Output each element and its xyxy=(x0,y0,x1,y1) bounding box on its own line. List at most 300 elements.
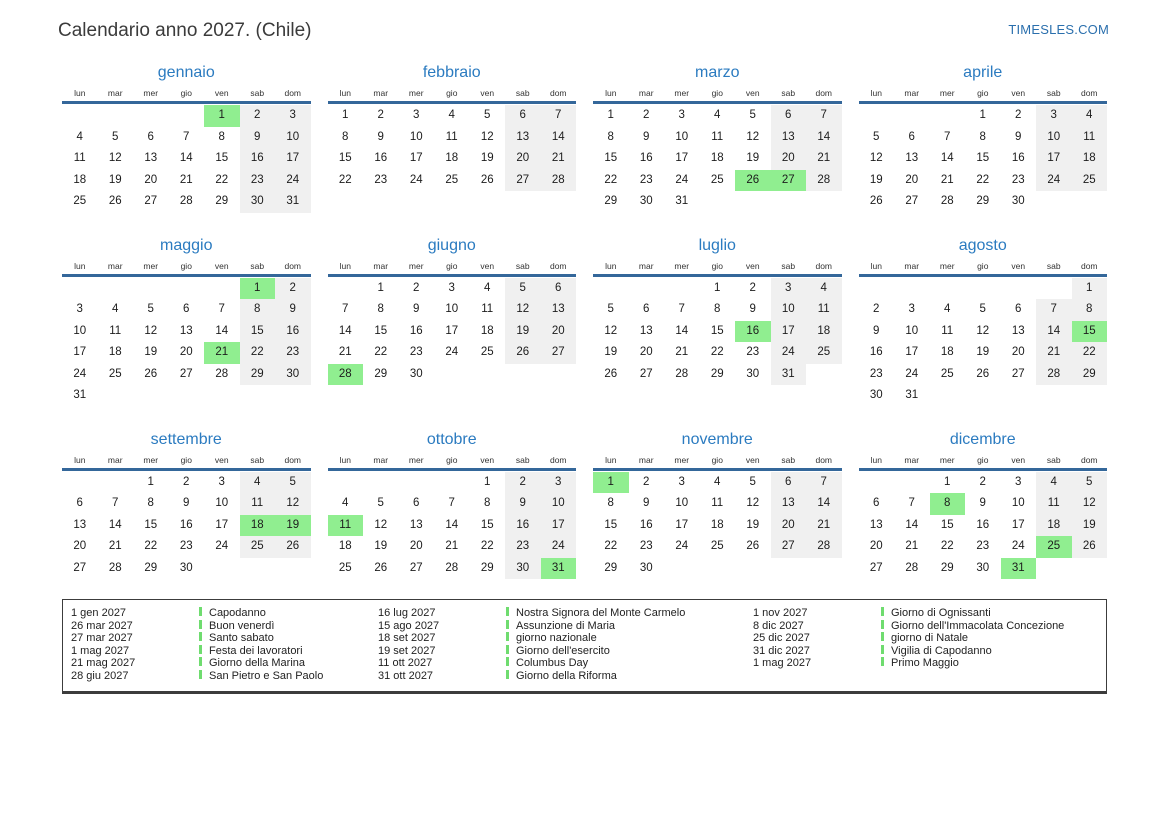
day-cell: 3 xyxy=(1036,105,1072,127)
day-cell: 25 xyxy=(338,561,352,574)
day-cell: 21 xyxy=(806,148,842,170)
month-ottobre xyxy=(328,431,577,580)
day-cell: 31 xyxy=(771,364,807,386)
day-cell: 8 xyxy=(342,130,349,143)
day-cell: 29 xyxy=(976,195,990,207)
day-cell: 22 xyxy=(215,173,229,186)
weekday-label: ven xyxy=(214,454,229,465)
empty-cell xyxy=(133,385,169,407)
day-cell: 31 xyxy=(275,191,311,213)
day-cell: 13 xyxy=(639,324,653,337)
day-cell: 18 xyxy=(480,324,494,337)
legend-marker xyxy=(881,645,884,654)
day-cell: 24 xyxy=(675,173,689,186)
day-cell: 13 xyxy=(1011,324,1025,337)
day-cell: 18 xyxy=(240,515,276,537)
legend-name: giorno di Natale xyxy=(881,632,1098,645)
day-cell: 13 xyxy=(73,518,87,531)
day-cell: 24 xyxy=(445,346,459,358)
day-cell: 21 xyxy=(806,515,842,537)
weekday-label: dom xyxy=(549,88,567,98)
day-cell: 14 xyxy=(179,152,193,164)
weekday-label: mar xyxy=(638,260,654,271)
legend-date: 18 set 2027 xyxy=(378,632,436,644)
empty-cell xyxy=(771,558,807,580)
weekday-label: mar xyxy=(373,88,389,98)
weekday-label: gio xyxy=(180,454,192,465)
empty-cell xyxy=(434,472,470,494)
day-cell: 22 xyxy=(940,540,954,552)
day-cell: 28 xyxy=(179,195,193,207)
weekday-label: dom xyxy=(284,454,302,465)
empty-cell xyxy=(98,385,134,407)
day-cell: 23 xyxy=(179,540,193,552)
day-cell: 1 xyxy=(593,472,629,494)
day-cell: 6 xyxy=(541,278,577,300)
day-cell: 25 xyxy=(73,195,87,207)
day-cell: 2 xyxy=(643,109,650,121)
empty-cell xyxy=(1001,385,1037,407)
day-cell: 24 xyxy=(771,342,807,364)
month-aprile xyxy=(859,64,1108,213)
day-cell: 15 xyxy=(976,152,990,164)
day-cell: 14 xyxy=(940,152,954,164)
day-cell: 16 xyxy=(374,152,388,164)
day-cell: 11 xyxy=(711,497,724,509)
day-cell: 4 xyxy=(448,109,455,121)
day-cell: 15 xyxy=(604,152,618,164)
weekday-header-row xyxy=(328,455,577,471)
day-cell: 26 xyxy=(144,367,158,380)
day-cell: 11 xyxy=(941,324,954,337)
day-cell: 4 xyxy=(1072,105,1108,127)
day-cell: 8 xyxy=(607,497,614,509)
day-cell: 1 xyxy=(979,109,986,121)
weekday-label: ven xyxy=(1011,454,1026,465)
day-cell: 27 xyxy=(771,170,807,192)
day-cell: 24 xyxy=(275,170,311,192)
month-title: aprile xyxy=(963,64,1003,81)
legend-group xyxy=(71,607,378,682)
empty-cell xyxy=(240,558,276,580)
day-cell: 27 xyxy=(905,195,919,207)
day-cell: 25 xyxy=(940,367,954,380)
weekday-label: sab xyxy=(1046,260,1061,271)
weekday-label: sab xyxy=(781,454,796,465)
day-cell: 30 xyxy=(639,195,653,207)
day-cell: 9 xyxy=(643,130,650,143)
day-cell: 19 xyxy=(1072,515,1108,537)
empty-cell xyxy=(62,105,98,127)
day-cell: 8 xyxy=(484,497,491,509)
legend-name: Columbus Day xyxy=(506,657,753,670)
legend-marker xyxy=(199,657,202,666)
day-cell: 2 xyxy=(275,278,311,300)
day-cell: 12 xyxy=(480,130,494,143)
weekday-label: mar xyxy=(107,88,123,98)
day-cell: 8 xyxy=(930,493,966,515)
day-cell: 4 xyxy=(240,472,276,494)
day-cell: 14 xyxy=(108,518,122,531)
day-cell: 6 xyxy=(1015,303,1022,315)
day-cell: 8 xyxy=(377,303,384,315)
day-cell: 17 xyxy=(275,148,311,170)
day-cell: 6 xyxy=(183,303,190,315)
month-settembre xyxy=(62,431,311,580)
day-cell: 18 xyxy=(1072,148,1108,170)
day-cell: 5 xyxy=(873,130,880,143)
day-cell: 5 xyxy=(484,109,491,121)
weekday-label: sab xyxy=(515,260,530,271)
day-cell: 14 xyxy=(675,324,689,337)
day-cell: 21 xyxy=(675,346,689,358)
day-cell: 16 xyxy=(735,321,771,343)
day-cell: 7 xyxy=(112,497,119,509)
legend-name: San Pietro e San Paolo xyxy=(199,670,378,683)
day-cell: 28 xyxy=(328,364,364,386)
day-cell: 10 xyxy=(675,497,689,509)
weekday-label: lun xyxy=(339,454,351,465)
empty-cell xyxy=(275,385,311,407)
day-cell: 13 xyxy=(771,493,807,515)
day-cell: 17 xyxy=(675,518,689,531)
weekday-label: mar xyxy=(373,260,389,271)
month-days xyxy=(593,472,842,580)
legend-name: Festa dei lavoratori xyxy=(199,645,378,658)
day-cell: 6 xyxy=(908,130,915,143)
day-cell: 10 xyxy=(541,493,577,515)
legend-marker xyxy=(881,620,884,629)
day-cell: 10 xyxy=(73,324,87,337)
day-cell: 23 xyxy=(275,342,311,364)
day-cell: 27 xyxy=(144,195,158,207)
day-cell: 9 xyxy=(275,299,311,321)
day-cell: 22 xyxy=(710,346,724,358)
header xyxy=(0,0,1169,42)
legend-name: Capodanno xyxy=(199,607,378,620)
day-cell: 6 xyxy=(771,105,807,127)
legend-date: 1 nov 2027 xyxy=(753,607,808,619)
day-cell: 12 xyxy=(976,324,990,337)
day-cell: 8 xyxy=(714,303,721,315)
day-cell: 1 xyxy=(342,109,349,121)
day-cell: 6 xyxy=(873,497,880,509)
empty-cell xyxy=(930,105,966,127)
legend-date: 1 mag 2027 xyxy=(71,644,130,657)
month-maggio xyxy=(62,237,311,407)
day-cell: 15 xyxy=(338,152,352,164)
day-cell: 24 xyxy=(73,367,87,380)
day-cell: 16 xyxy=(869,346,883,358)
legend-name: Giorno della Marina xyxy=(199,657,378,670)
day-cell: 19 xyxy=(869,173,883,186)
day-cell: 23 xyxy=(409,346,423,358)
day-cell: 29 xyxy=(215,195,229,207)
day-cell: 30 xyxy=(746,367,760,380)
legend-marker xyxy=(506,607,509,616)
day-cell: 21 xyxy=(338,346,352,358)
weekday-label: dom xyxy=(1080,88,1098,98)
day-cell: 9 xyxy=(377,130,384,143)
day-cell: 17 xyxy=(445,324,459,337)
day-cell: 1 xyxy=(240,278,276,300)
day-cell: 19 xyxy=(374,540,388,552)
day-cell: 1 xyxy=(1072,278,1108,300)
weekday-label: dom xyxy=(549,454,567,465)
day-cell: 18 xyxy=(73,173,87,186)
day-cell: 27 xyxy=(179,367,193,380)
month-days xyxy=(859,105,1108,213)
day-cell: 22 xyxy=(240,342,276,364)
day-cell: 9 xyxy=(749,303,756,315)
empty-cell xyxy=(62,472,98,494)
day-cell: 14 xyxy=(338,324,352,337)
weekday-label: sab xyxy=(515,454,530,465)
calendar-grid xyxy=(0,42,1169,579)
month-title: settembre xyxy=(150,430,222,448)
day-cell: 18 xyxy=(338,540,352,552)
day-cell: 20 xyxy=(1011,346,1025,358)
legend-name: giorno nazionale xyxy=(506,632,753,645)
page-title: Calendario anno 2027. (Chile) xyxy=(58,20,312,41)
empty-cell xyxy=(204,385,240,407)
empty-cell xyxy=(735,191,771,213)
day-cell: 17 xyxy=(771,321,807,343)
legend-name: Primo Maggio xyxy=(881,657,1098,670)
legend-marker xyxy=(506,670,509,679)
weekday-label: dom xyxy=(284,260,302,271)
day-cell: 22 xyxy=(338,173,352,186)
day-cell: 10 xyxy=(1036,127,1072,149)
day-cell: 27 xyxy=(505,170,541,192)
empty-cell xyxy=(1072,558,1108,580)
month-days xyxy=(859,278,1108,407)
empty-cell xyxy=(859,278,895,300)
weekday-label: gio xyxy=(446,88,458,98)
day-cell: 28 xyxy=(905,561,919,574)
weekday-header-row xyxy=(62,455,311,471)
month-title: gennaio xyxy=(157,64,215,81)
weekday-label: lun xyxy=(339,88,351,98)
day-cell: 17 xyxy=(675,152,689,164)
weekday-label: mer xyxy=(674,260,690,271)
day-cell: 29 xyxy=(940,561,954,574)
day-cell: 30 xyxy=(976,561,990,574)
empty-cell xyxy=(133,105,169,127)
day-cell: 15 xyxy=(1072,321,1108,343)
month-days xyxy=(328,472,577,580)
day-cell: 12 xyxy=(505,299,541,321)
day-cell: 2 xyxy=(505,472,541,494)
weekday-label: dom xyxy=(549,260,567,271)
empty-cell xyxy=(1036,191,1072,213)
day-cell: 20 xyxy=(541,321,577,343)
day-cell: 15 xyxy=(144,518,158,531)
day-cell: 27 xyxy=(541,342,577,364)
day-cell: 2 xyxy=(1015,109,1022,121)
site-link[interactable]: TIMESLES.COM xyxy=(1008,22,1109,37)
empty-cell xyxy=(98,278,134,300)
month-days xyxy=(62,105,311,213)
day-cell: 18 xyxy=(108,346,122,358)
empty-cell xyxy=(470,364,506,386)
day-cell: 6 xyxy=(76,497,83,509)
day-cell: 4 xyxy=(1036,472,1072,494)
day-cell: 29 xyxy=(604,195,618,207)
day-cell: 16 xyxy=(976,518,990,531)
month-novembre xyxy=(593,431,842,580)
empty-cell xyxy=(965,278,1001,300)
month-title: agosto xyxy=(958,236,1007,254)
day-cell: 14 xyxy=(905,518,919,531)
empty-cell xyxy=(1072,191,1108,213)
day-cell: 22 xyxy=(480,540,494,552)
empty-cell xyxy=(806,558,842,580)
month-title: ottobre xyxy=(426,430,477,448)
day-cell: 15 xyxy=(940,518,954,531)
day-cell: 29 xyxy=(604,561,618,574)
day-cell: 26 xyxy=(505,342,541,364)
weekday-header-row xyxy=(593,261,842,277)
weekday-label: sab xyxy=(781,88,796,98)
day-cell: 27 xyxy=(73,561,87,574)
weekday-header-row xyxy=(593,455,842,471)
weekday-label: mar xyxy=(107,454,123,465)
day-cell: 25 xyxy=(445,173,459,186)
day-cell: 7 xyxy=(806,105,842,127)
day-cell: 16 xyxy=(639,152,653,164)
day-cell: 21 xyxy=(108,540,122,552)
day-cell: 1 xyxy=(944,475,951,488)
day-cell: 7 xyxy=(541,105,577,127)
weekday-label: gio xyxy=(977,260,989,271)
weekday-label: gio xyxy=(180,88,192,98)
weekday-header-row xyxy=(859,88,1108,104)
day-cell: 22 xyxy=(604,540,618,552)
day-cell: 22 xyxy=(374,346,388,358)
day-cell: 28 xyxy=(215,367,229,380)
day-cell: 4 xyxy=(112,303,119,315)
legend-date: 11 ott 2027 xyxy=(378,657,433,669)
day-cell: 17 xyxy=(1011,518,1025,531)
day-cell: 9 xyxy=(240,127,276,149)
day-cell: 12 xyxy=(144,324,158,337)
day-cell: 2 xyxy=(643,475,650,488)
empty-cell xyxy=(664,558,700,580)
day-cell: 11 xyxy=(481,303,494,315)
day-cell: 6 xyxy=(643,303,650,315)
day-cell: 5 xyxy=(275,472,311,494)
day-cell: 12 xyxy=(1072,493,1108,515)
legend-marker xyxy=(199,670,202,679)
month-title: marzo xyxy=(695,64,740,81)
weekday-label: mer xyxy=(408,260,424,271)
day-cell: 17 xyxy=(73,346,87,358)
day-cell: 11 xyxy=(711,130,724,143)
day-cell: 31 xyxy=(541,558,577,580)
day-cell: 2 xyxy=(979,475,986,488)
weekday-label: ven xyxy=(480,454,495,465)
day-cell: 20 xyxy=(771,515,807,537)
month-days xyxy=(328,278,577,386)
day-cell: 24 xyxy=(409,173,423,186)
day-cell: 17 xyxy=(1036,148,1072,170)
day-cell: 4 xyxy=(806,278,842,300)
day-cell: 11 xyxy=(73,152,86,164)
day-cell: 6 xyxy=(505,105,541,127)
day-cell: 23 xyxy=(639,173,653,186)
day-cell: 21 xyxy=(541,148,577,170)
day-cell: 17 xyxy=(541,515,577,537)
day-cell: 14 xyxy=(541,127,577,149)
day-cell: 20 xyxy=(409,540,423,552)
day-cell: 20 xyxy=(144,173,158,186)
day-cell: 2 xyxy=(413,281,420,294)
weekday-label: mar xyxy=(904,454,920,465)
weekday-label: mer xyxy=(143,260,159,271)
day-cell: 9 xyxy=(413,303,420,315)
day-cell: 3 xyxy=(678,109,685,121)
day-cell: 27 xyxy=(409,561,423,574)
day-cell: 26 xyxy=(869,195,883,207)
weekday-label: mer xyxy=(939,88,955,98)
legend-date: 27 mar 2027 xyxy=(71,632,133,644)
day-cell: 30 xyxy=(505,558,541,580)
month-title: dicembre xyxy=(949,430,1016,448)
month-days xyxy=(859,472,1108,580)
day-cell: 14 xyxy=(806,127,842,149)
day-cell: 10 xyxy=(1011,497,1025,509)
empty-cell xyxy=(62,278,98,300)
day-cell: 5 xyxy=(1072,472,1108,494)
day-cell: 7 xyxy=(806,472,842,494)
day-cell: 25 xyxy=(1072,170,1108,192)
month-days xyxy=(62,278,311,407)
weekday-header-row xyxy=(593,88,842,104)
day-cell: 25 xyxy=(1036,536,1072,558)
day-cell: 28 xyxy=(1036,364,1072,386)
day-cell: 3 xyxy=(1015,475,1022,488)
day-cell: 11 xyxy=(328,515,364,537)
day-cell: 29 xyxy=(710,367,724,380)
weekday-label: ven xyxy=(480,88,495,98)
month-days xyxy=(328,105,577,191)
day-cell: 19 xyxy=(505,321,541,343)
weekday-label: gio xyxy=(446,260,458,271)
day-cell: 9 xyxy=(643,497,650,509)
empty-cell xyxy=(593,278,629,300)
empty-cell xyxy=(328,472,364,494)
day-cell: 8 xyxy=(218,130,225,143)
weekday-header-row xyxy=(328,88,577,104)
empty-cell xyxy=(133,278,169,300)
day-cell: 20 xyxy=(905,173,919,186)
day-cell: 7 xyxy=(944,130,951,143)
day-cell: 2 xyxy=(749,281,756,294)
empty-cell xyxy=(169,385,205,407)
day-cell: 9 xyxy=(505,493,541,515)
day-cell: 1 xyxy=(377,281,384,294)
day-cell: 1 xyxy=(204,105,240,127)
day-cell: 24 xyxy=(215,540,229,552)
day-cell: 26 xyxy=(976,367,990,380)
day-cell: 26 xyxy=(735,170,771,192)
day-cell: 22 xyxy=(604,173,618,186)
day-cell: 13 xyxy=(409,518,423,531)
day-cell: 18 xyxy=(940,346,954,358)
day-cell: 9 xyxy=(183,497,190,509)
day-cell: 24 xyxy=(1036,170,1072,192)
